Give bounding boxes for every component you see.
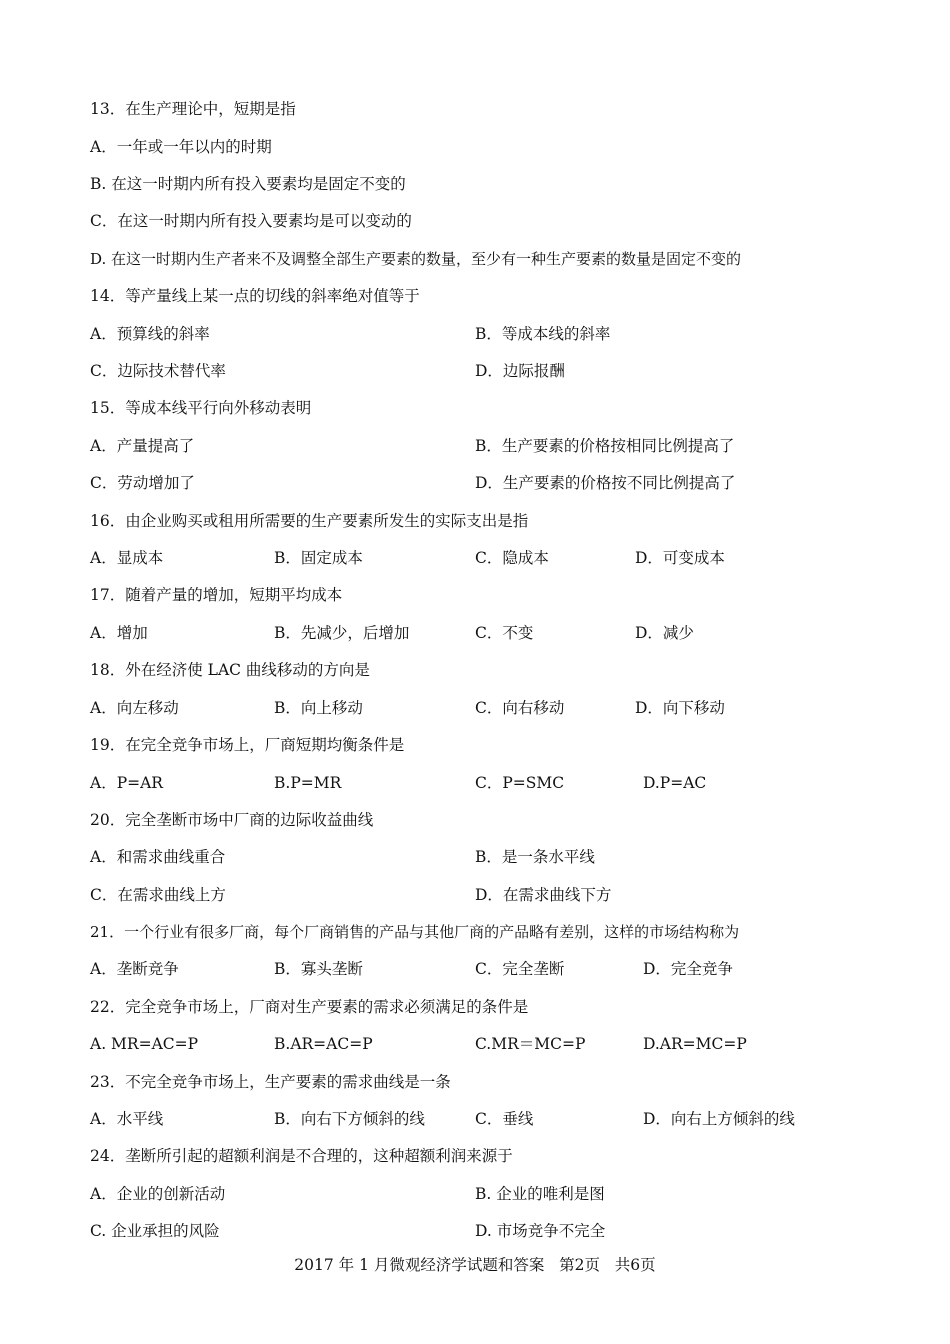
option-d: D．在需求曲线下方 [475, 886, 612, 904]
option-b: B．向右下方倾斜的线 [274, 1110, 425, 1128]
option-a: A．产量提高了 [90, 437, 195, 455]
option-a: A．垄断竞争 [90, 960, 179, 978]
option-a: A. MR=AC=P [90, 1035, 199, 1053]
option-d: D．向下移动 [635, 699, 725, 717]
option-b: B．固定成本 [274, 549, 363, 567]
option-d: D.AR=MC=P [643, 1035, 747, 1053]
option-c: C．隐成本 [475, 549, 549, 567]
option-c: C．在这一时期内所有投入要素均是可以变动的 [90, 212, 412, 230]
option-a: A．和需求曲线重合 [90, 848, 226, 866]
option-c: C．不变 [475, 624, 534, 642]
option-d: D. 市场竞争不完全 [475, 1222, 606, 1240]
question-stem: 16．由企业购买或租用所需要的生产要素所发生的实际支出是指 [90, 512, 529, 530]
option-d: D．完全竞争 [643, 960, 733, 978]
option-a: A．向左移动 [90, 699, 179, 717]
page-footer: 2017 年 1 月微观经济学试题和答案 第2页 共6页 [294, 1256, 656, 1274]
option-b: B.AR=AC=P [274, 1035, 373, 1053]
question-stem: 24．垄断所引起的超额利润是不合理的，这种超额利润来源于 [90, 1147, 513, 1165]
question-stem: 22．完全竞争市场上，厂商对生产要素的需求必须满足的条件是 [90, 998, 529, 1016]
option-c: C．完全垄断 [475, 960, 565, 978]
option-c: C．劳动增加了 [90, 474, 195, 492]
option-b: B．等成本线的斜率 [475, 325, 611, 343]
option-c: C．边际技术替代率 [90, 362, 226, 380]
option-c: C．向右移动 [475, 699, 565, 717]
question-stem: 13．在生产理论中，短期是指 [90, 100, 296, 118]
option-a: A．显成本 [90, 549, 164, 567]
option-b: B．寡头垄断 [274, 960, 363, 978]
question-stem: 14．等产量线上某一点的切线的斜率绝对值等于 [90, 287, 420, 305]
option-d: D．向右上方倾斜的线 [643, 1110, 795, 1128]
option-b: B．向上移动 [274, 699, 363, 717]
question-stem: 19．在完全竞争市场上，厂商短期均衡条件是 [90, 736, 405, 754]
option-b: B．是一条水平线 [475, 848, 595, 866]
question-stem: 15．等成本线平行向外移动表明 [90, 399, 312, 417]
option-c: C．P=SMC [475, 774, 565, 792]
question-stem: 18．外在经济使 LAC 曲线移动的方向是 [90, 661, 370, 679]
option-b: B. 在这一时期内所有投入要素均是固定不变的 [90, 175, 406, 193]
option-d: D. 在这一时期内生产者来不及调整全部生产要素的数量，至少有一种生产要素的数量是固定不变的 [90, 250, 742, 268]
option-d: D．边际报酬 [475, 362, 565, 380]
question-stem: 21．一个行业有很多厂商，每个厂商销售的产品与其他厂商的产品略有差别，这样的市场结构称为 [90, 923, 740, 941]
option-d: D．生产要素的价格按不同比例提高了 [475, 474, 736, 492]
option-a: A．水平线 [90, 1110, 164, 1128]
option-b: B．先减少，后增加 [274, 624, 410, 642]
option-a: A．增加 [90, 624, 148, 642]
question-stem: 17．随着产量的增加，短期平均成本 [90, 586, 343, 604]
question-stem: 23．不完全竞争市场上，生产要素的需求曲线是一条 [90, 1073, 451, 1091]
option-c: C．垂线 [475, 1110, 534, 1128]
option-a: A．一年或一年以内的时期 [90, 138, 272, 156]
option-d: D．减少 [635, 624, 694, 642]
option-d: D．可变成本 [635, 549, 725, 567]
option-d: D.P=AC [643, 774, 707, 792]
option-b: B.P=MR [274, 774, 342, 792]
option-b: B．生产要素的价格按相同比例提高了 [475, 437, 735, 455]
option-b: B. 企业的唯利是图 [475, 1185, 605, 1203]
option-a: A．企业的创新活动 [90, 1185, 226, 1203]
question-stem: 20．完全垄断市场中厂商的边际收益曲线 [90, 811, 374, 829]
option-c: C. 企业承担的风险 [90, 1222, 220, 1240]
option-a: A．预算线的斜率 [90, 325, 210, 343]
option-a: A．P=AR [90, 774, 163, 792]
option-c: C.MR＝MC=P [475, 1035, 586, 1053]
option-c: C．在需求曲线上方 [90, 886, 226, 904]
